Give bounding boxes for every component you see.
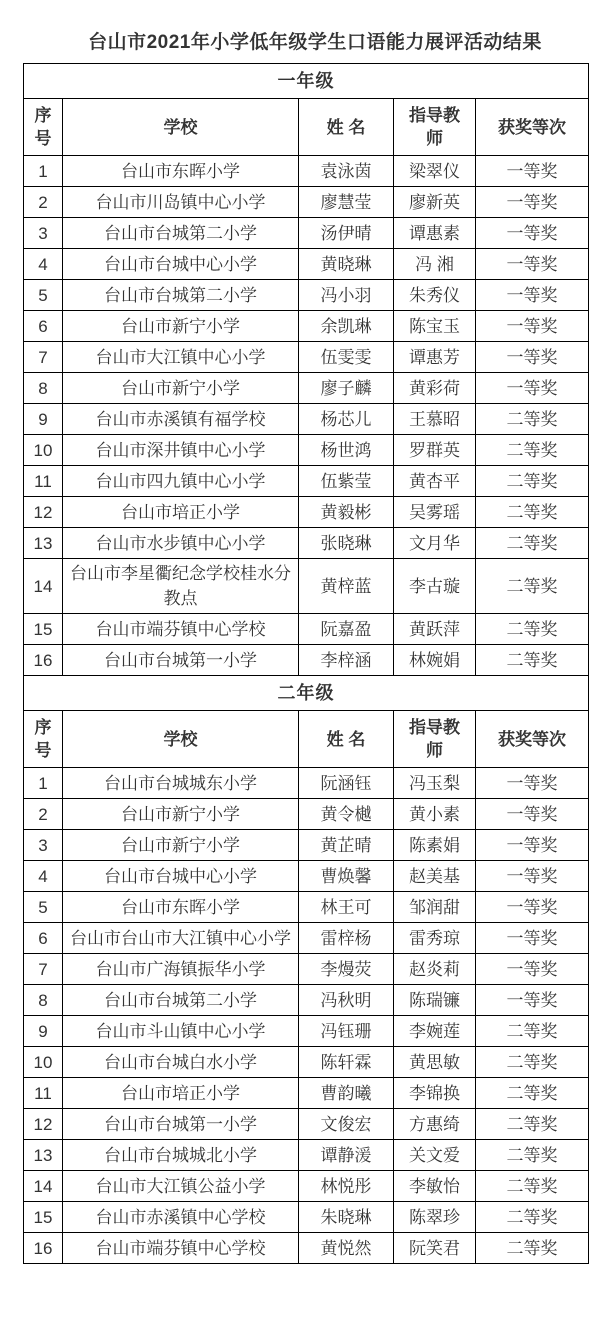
cell-name: 雷梓杨 <box>299 923 394 954</box>
cell-school: 台山市台城第二小学 <box>63 218 299 249</box>
table-row <box>24 218 589 249</box>
cell-school: 台山市台城白水小学 <box>63 1047 299 1078</box>
cell-teacher: 关文爱 <box>394 1140 476 1171</box>
table-row <box>24 614 589 645</box>
cell-name: 廖慧莹 <box>299 187 394 218</box>
cell-name: 谭静湲 <box>299 1140 394 1171</box>
cell-school: 台山市培正小学 <box>63 1078 299 1109</box>
cell-name: 曹焕馨 <box>299 861 394 892</box>
cell-no: 3 <box>24 218 63 249</box>
cell-award: 一等奖 <box>476 311 589 342</box>
cell-school: 台山市台城第一小学 <box>63 1109 299 1140</box>
cell-teacher: 陈翠珍 <box>394 1202 476 1233</box>
cell-name: 冯秋明 <box>299 985 394 1016</box>
cell-no: 5 <box>24 280 63 311</box>
column-header-label: 姓 名 <box>326 117 366 137</box>
cell-school: 台山市新宁小学 <box>63 373 299 404</box>
cell-name: 汤伊晴 <box>299 218 394 249</box>
cell-award: 一等奖 <box>476 218 589 249</box>
table-row <box>24 923 589 954</box>
cell-teacher: 陈素娟 <box>394 830 476 861</box>
table-row <box>24 311 589 342</box>
table-row <box>24 156 589 187</box>
cell-teacher: 方惠绮 <box>394 1109 476 1140</box>
cell-no: 10 <box>24 1047 63 1078</box>
cell-award: 二等奖 <box>476 1047 589 1078</box>
cell-award: 一等奖 <box>476 923 589 954</box>
column-header-school <box>63 99 299 156</box>
cell-school: 台山市斗山镇中心小学 <box>63 1016 299 1047</box>
cell-name: 黄毅彬 <box>299 497 394 528</box>
cell-teacher: 谭惠素 <box>394 218 476 249</box>
column-header-label: 指导教师 <box>408 718 460 760</box>
cell-award: 一等奖 <box>476 156 589 187</box>
cell-teacher: 罗群英 <box>394 435 476 466</box>
cell-award: 二等奖 <box>476 1140 589 1171</box>
cell-name: 阮涵钰 <box>299 768 394 799</box>
cell-no: 13 <box>24 528 63 559</box>
cell-name: 陈轩霖 <box>299 1047 394 1078</box>
cell-teacher: 黄小素 <box>394 799 476 830</box>
cell-name: 黄令樾 <box>299 799 394 830</box>
cell-teacher: 黄杏平 <box>394 466 476 497</box>
cell-no: 2 <box>24 187 63 218</box>
section-header-row <box>24 64 589 99</box>
column-header-teacher <box>394 711 476 768</box>
cell-teacher: 朱秀仪 <box>394 280 476 311</box>
column-header-label: 序号 <box>34 106 52 148</box>
cell-school: 台山市台城第一小学 <box>63 645 299 676</box>
cell-name: 朱晓琳 <box>299 1202 394 1233</box>
table-row <box>24 1202 589 1233</box>
cell-no: 16 <box>24 1233 63 1264</box>
cell-teacher: 李锦换 <box>394 1078 476 1109</box>
cell-award: 一等奖 <box>476 280 589 311</box>
table-row <box>24 645 589 676</box>
cell-no: 15 <box>24 1202 63 1233</box>
column-header-label: 学校 <box>163 729 198 749</box>
table-row <box>24 1233 589 1264</box>
cell-award: 一等奖 <box>476 373 589 404</box>
column-header-label: 序号 <box>34 718 52 760</box>
cell-award: 一等奖 <box>476 342 589 373</box>
section-title: 一年级 <box>24 64 589 99</box>
cell-no: 6 <box>24 311 63 342</box>
table-row <box>24 373 589 404</box>
cell-no: 10 <box>24 435 63 466</box>
cell-no: 8 <box>24 985 63 1016</box>
cell-school: 台山市广海镇振华小学 <box>63 954 299 985</box>
results-table <box>23 63 589 1264</box>
cell-no: 9 <box>24 1016 63 1047</box>
cell-teacher: 赵炎莉 <box>394 954 476 985</box>
cell-name: 伍紫莹 <box>299 466 394 497</box>
cell-no: 12 <box>24 1109 63 1140</box>
cell-teacher: 谭惠芳 <box>394 342 476 373</box>
cell-award: 二等奖 <box>476 1171 589 1202</box>
column-header-no <box>24 99 63 156</box>
table-row <box>24 404 589 435</box>
cell-no: 4 <box>24 249 63 280</box>
cell-school: 台山市赤溪镇中心学校 <box>63 1202 299 1233</box>
cell-school: 台山市四九镇中心小学 <box>63 466 299 497</box>
cell-teacher: 李婉莲 <box>394 1016 476 1047</box>
cell-award: 一等奖 <box>476 830 589 861</box>
cell-name: 张晓琳 <box>299 528 394 559</box>
cell-award: 二等奖 <box>476 645 589 676</box>
cell-no: 4 <box>24 861 63 892</box>
cell-teacher: 冯玉梨 <box>394 768 476 799</box>
cell-teacher: 冯 湘 <box>394 249 476 280</box>
table-row <box>24 435 589 466</box>
cell-name: 黄悦然 <box>299 1233 394 1264</box>
cell-award: 二等奖 <box>476 1233 589 1264</box>
column-header-name <box>299 711 394 768</box>
cell-award: 二等奖 <box>476 614 589 645</box>
cell-name: 黄芷晴 <box>299 830 394 861</box>
cell-teacher: 雷秀琼 <box>394 923 476 954</box>
column-header-school <box>63 711 299 768</box>
table-row <box>24 1016 589 1047</box>
cell-no: 1 <box>24 156 63 187</box>
cell-school: 台山市端芬镇中心学校 <box>63 614 299 645</box>
section-title: 二年级 <box>24 676 589 711</box>
cell-teacher: 梁翠仪 <box>394 156 476 187</box>
column-header-award <box>476 711 589 768</box>
cell-award: 一等奖 <box>476 954 589 985</box>
cell-award: 一等奖 <box>476 249 589 280</box>
table-row <box>24 768 589 799</box>
cell-award: 二等奖 <box>476 404 589 435</box>
cell-school: 台山市大江镇中心小学 <box>63 342 299 373</box>
page-title: 台山市2021年小学低年级学生口语能力展评活动结果 <box>88 32 542 53</box>
cell-school: 台山市台城第二小学 <box>63 280 299 311</box>
cell-award: 二等奖 <box>476 1016 589 1047</box>
cell-no: 8 <box>24 373 63 404</box>
cell-school: 台山市东晖小学 <box>63 892 299 923</box>
cell-name: 余凯琳 <box>299 311 394 342</box>
column-header-award <box>476 99 589 156</box>
column-header-label: 学校 <box>163 117 198 137</box>
column-header-label: 姓 名 <box>326 729 366 749</box>
cell-award: 二等奖 <box>476 466 589 497</box>
cell-school: 台山市台山市大江镇中心小学 <box>63 923 299 954</box>
cell-award: 二等奖 <box>476 497 589 528</box>
cell-award: 二等奖 <box>476 1202 589 1233</box>
cell-award: 二等奖 <box>476 1109 589 1140</box>
cell-teacher: 林婉娟 <box>394 645 476 676</box>
column-header-no <box>24 711 63 768</box>
cell-award: 二等奖 <box>476 559 589 614</box>
cell-no: 1 <box>24 768 63 799</box>
cell-teacher: 赵美基 <box>394 861 476 892</box>
cell-school: 台山市新宁小学 <box>63 830 299 861</box>
cell-teacher: 黄思敏 <box>394 1047 476 1078</box>
cell-no: 7 <box>24 342 63 373</box>
table-row <box>24 280 589 311</box>
cell-name: 阮嘉盈 <box>299 614 394 645</box>
table-row <box>24 466 589 497</box>
cell-school: 台山市川岛镇中心小学 <box>63 187 299 218</box>
cell-award: 二等奖 <box>476 435 589 466</box>
cell-school: 台山市赤溪镇有福学校 <box>63 404 299 435</box>
cell-name: 冯钰珊 <box>299 1016 394 1047</box>
cell-award: 一等奖 <box>476 768 589 799</box>
table-row <box>24 1109 589 1140</box>
cell-name: 李梓涵 <box>299 645 394 676</box>
cell-teacher: 黄跃萍 <box>394 614 476 645</box>
cell-no: 13 <box>24 1140 63 1171</box>
cell-name: 林悦彤 <box>299 1171 394 1202</box>
cell-name: 曹韵曦 <box>299 1078 394 1109</box>
cell-name: 廖子麟 <box>299 373 394 404</box>
table-row <box>24 954 589 985</box>
cell-school: 台山市端芬镇中心学校 <box>63 1233 299 1264</box>
column-header-name <box>299 99 394 156</box>
table-row <box>24 985 589 1016</box>
cell-school: 台山市东晖小学 <box>63 156 299 187</box>
cell-name: 杨世鸿 <box>299 435 394 466</box>
cell-name: 杨芯儿 <box>299 404 394 435</box>
cell-teacher: 王慕昭 <box>394 404 476 435</box>
cell-no: 9 <box>24 404 63 435</box>
cell-no: 7 <box>24 954 63 985</box>
column-header-row <box>24 99 589 156</box>
cell-no: 6 <box>24 923 63 954</box>
cell-school: 台山市台城城北小学 <box>63 1140 299 1171</box>
table-row <box>24 1047 589 1078</box>
cell-teacher: 陈宝玉 <box>394 311 476 342</box>
table-row <box>24 1078 589 1109</box>
cell-no: 2 <box>24 799 63 830</box>
cell-no: 12 <box>24 497 63 528</box>
table-row <box>24 497 589 528</box>
cell-name: 袁泳茵 <box>299 156 394 187</box>
cell-no: 14 <box>24 1171 63 1202</box>
cell-name: 冯小羽 <box>299 280 394 311</box>
table-row <box>24 1171 589 1202</box>
table-row <box>24 249 589 280</box>
cell-no: 5 <box>24 892 63 923</box>
cell-no: 14 <box>24 559 63 614</box>
cell-teacher: 吴雾瑶 <box>394 497 476 528</box>
cell-no: 15 <box>24 614 63 645</box>
cell-school: 台山市台城中心小学 <box>63 861 299 892</box>
cell-teacher: 黄彩荷 <box>394 373 476 404</box>
results-table-body <box>24 64 589 1264</box>
cell-name: 伍雯雯 <box>299 342 394 373</box>
cell-school: 台山市大江镇公益小学 <box>63 1171 299 1202</box>
cell-no: 11 <box>24 466 63 497</box>
cell-no: 11 <box>24 1078 63 1109</box>
table-row <box>24 892 589 923</box>
table-row <box>24 187 589 218</box>
table-row <box>24 799 589 830</box>
cell-school: 台山市水步镇中心小学 <box>63 528 299 559</box>
cell-name: 黄晓琳 <box>299 249 394 280</box>
cell-school: 台山市李星衢纪念学校桂水分教点 <box>63 559 299 614</box>
cell-award: 二等奖 <box>476 1078 589 1109</box>
cell-no: 16 <box>24 645 63 676</box>
cell-award: 二等奖 <box>476 528 589 559</box>
table-row <box>24 861 589 892</box>
cell-award: 一等奖 <box>476 187 589 218</box>
cell-name: 文俊宏 <box>299 1109 394 1140</box>
cell-teacher: 廖新英 <box>394 187 476 218</box>
column-header-label: 指导教师 <box>408 106 460 148</box>
table-row <box>24 559 589 614</box>
cell-name: 黄梓蓝 <box>299 559 394 614</box>
cell-name: 林王可 <box>299 892 394 923</box>
cell-teacher: 陈瑞镰 <box>394 985 476 1016</box>
cell-award: 一等奖 <box>476 985 589 1016</box>
cell-school: 台山市台城第二小学 <box>63 985 299 1016</box>
column-header-label: 获奖等次 <box>498 729 567 749</box>
cell-school: 台山市深井镇中心小学 <box>63 435 299 466</box>
cell-teacher: 李古璇 <box>394 559 476 614</box>
cell-award: 一等奖 <box>476 892 589 923</box>
cell-award: 一等奖 <box>476 799 589 830</box>
cell-school: 台山市台城城东小学 <box>63 768 299 799</box>
table-row <box>24 342 589 373</box>
cell-teacher: 阮笑君 <box>394 1233 476 1264</box>
cell-school: 台山市培正小学 <box>63 497 299 528</box>
column-header-row <box>24 711 589 768</box>
table-row <box>24 830 589 861</box>
cell-school: 台山市新宁小学 <box>63 799 299 830</box>
cell-teacher: 李敏怡 <box>394 1171 476 1202</box>
cell-school: 台山市新宁小学 <box>63 311 299 342</box>
table-row <box>24 1140 589 1171</box>
cell-teacher: 邹润甜 <box>394 892 476 923</box>
cell-name: 李熳荧 <box>299 954 394 985</box>
cell-no: 3 <box>24 830 63 861</box>
section-header-row <box>24 676 589 711</box>
cell-award: 一等奖 <box>476 861 589 892</box>
cell-school: 台山市台城中心小学 <box>63 249 299 280</box>
column-header-teacher <box>394 99 476 156</box>
column-header-label: 获奖等次 <box>498 117 567 137</box>
table-row <box>24 528 589 559</box>
cell-teacher: 文月华 <box>394 528 476 559</box>
